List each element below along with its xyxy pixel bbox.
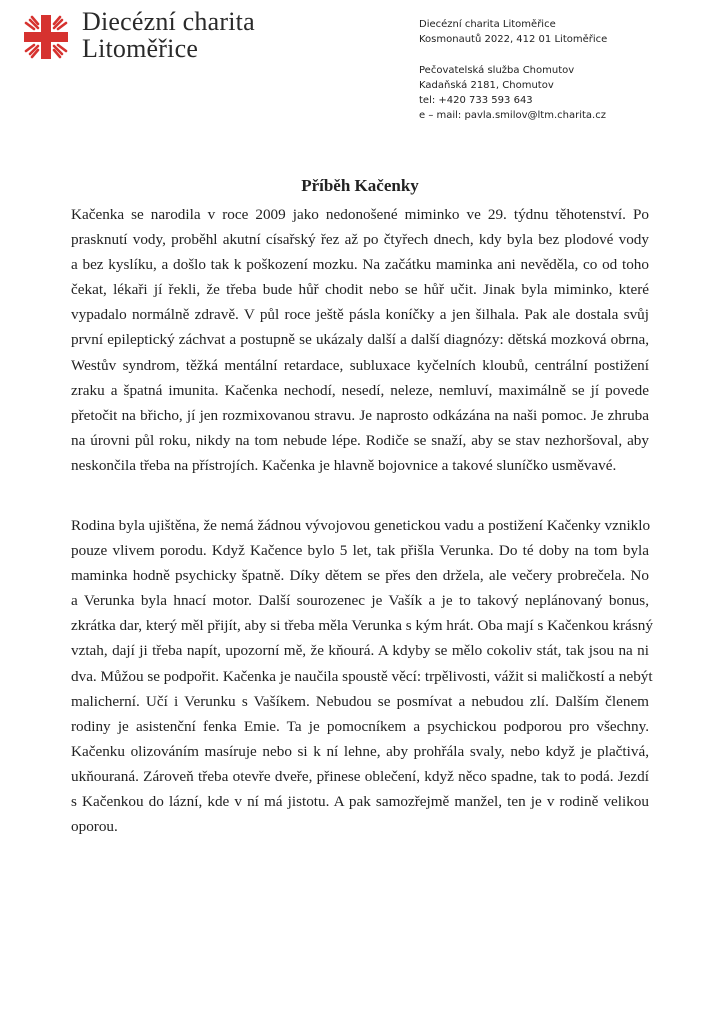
caritas-cross-icon — [22, 13, 70, 61]
text-line: na úrovni půl roku, nikdy na tom nebude lépe. Rodiče se snaží, aby se stav nezhoršoval, aby — [71, 431, 649, 449]
text-line: neskončila třeba na přístrojích. Kačenka je hlavně bojovnice a takové sluníčko usměvavé. — [71, 456, 617, 474]
text-line: Kačenka se narodila v roce 2009 jako nedonošené miminko ve 29. týdnu těhotenství. Po — [71, 206, 649, 223]
document-title: Příběh Kačenky — [301, 176, 419, 195]
text-line: malicherní. Učí i Verunku s Vašíkem. Nebudou se posmívat a nebudou zlí. Dalším členem — [71, 692, 649, 710]
organization-name — [82, 8, 255, 62]
text-line: maminka hodně psychicky špatně. Díky dětem se přes den držela, ale večery probrečela. No — [71, 567, 649, 585]
text-line: přetočit na břicho, jí jen rozmixovanou stravu. Je naprosto odkázána na naši pomoc. Je zhruba — [71, 406, 649, 424]
text-line: vypadalo normálně zdravě. V půl roce ještě pásla koníčky a jen šilhala. Pak ale dostala svůj — [71, 306, 649, 324]
text-line: vztah, dají ji třeba napít, upozorní mě, že kňourá. A kdyby se mělo cokoliv stát, tak jsou na ni — [71, 642, 649, 660]
text-line: rodiny je asistenční fenka Emie. Ta je pomocníkem a psychickou podporou pro všechny. — [71, 717, 649, 735]
text-line: ukňouraná. Zároveň třeba otevře dveře, přinese oblečení, když něco spadne, tak to podá. Jezdí — [71, 767, 649, 785]
text-line: oporou. — [71, 818, 118, 836]
contact-phone: tel: +420 733 593 643 — [419, 95, 533, 107]
text-line: zraku a špatná imunita. Kačenka nechodí, nesedí, neleze, nemluví, maximálně se jí povede — [71, 381, 649, 399]
text-line: pouze vlivem porodu. Když Kačence bylo 5 let, tak přišla Verunka. Do té doby na tom byla — [71, 542, 649, 560]
contact-org: Diecézní charita Litoměřice — [419, 19, 556, 30]
paragraph-2 — [71, 513, 653, 839]
text-line: s Kačenkou do lázní, kde v ní má jistotu. A pak samozřejmě manžel, ten je v rodině velikou — [71, 793, 649, 811]
contact-address: Kosmonautů 2022, 412 01 Litoměřice — [419, 34, 608, 46]
text-line: Kačenku olizováním masíruje nebo si k ní lehne, aby prohřála svaly, nebo když je plačtivá, — [71, 742, 649, 760]
text-line: a Verunka byla hnací motor. Další sourozenec je Vašík a je to takový neplánovaný bonus, — [71, 592, 649, 610]
org-name-line2: Litoměřice — [82, 34, 199, 63]
text-line: zkrátka dar, který měl přijít, aby si třeba měla Verunka s kým hrát. Oba mají s Kačenkou krásný — [71, 617, 653, 635]
text-line: dva. Můžou se podpořit. Kačenka je naučila spoustě věcí: trpělivosti, vážit si maličkostí a nebýt — [71, 667, 653, 685]
contact-email: e – mail: pavla.smilov@ltm.charita.cz — [419, 110, 606, 122]
text-line: čekat, lékaři jí řekli, že třeba bude hůř chodit nebo se hůř učit. Jinak byla miminko, které — [71, 281, 649, 299]
text-line: první epileptický záchvat a postupně se ukázaly další a další diagnózy: dětská mozková obrna, — [71, 331, 649, 349]
contact-block — [419, 17, 607, 124]
text-line: Rodina byla ujištěna, že nemá žádnou vývojovou genetickou vadu a postižení Kačenky vzniklo — [71, 517, 651, 534]
org-name-line1: Diecézní charita — [82, 7, 255, 36]
text-line: prasknutí vody, proběhl akutní císařský řez až po čtyřech dnech, kdy byla bez plodové vody — [71, 231, 649, 249]
text-line: Westův syndrom, těžká mentální retardace, subluxace kyčelních kloubů, centrální postižení — [71, 356, 649, 374]
text-line: a bez kyslíku, a došlo tak k poškození mozku. Na začátku maminka ani nevěděla, co od toho — [71, 256, 649, 274]
paragraph-1 — [71, 202, 649, 478]
contact-service-address: Kadaňská 2181, Chomutov — [419, 79, 554, 91]
contact-service: Pečovatelská služba Chomutov — [419, 64, 575, 76]
